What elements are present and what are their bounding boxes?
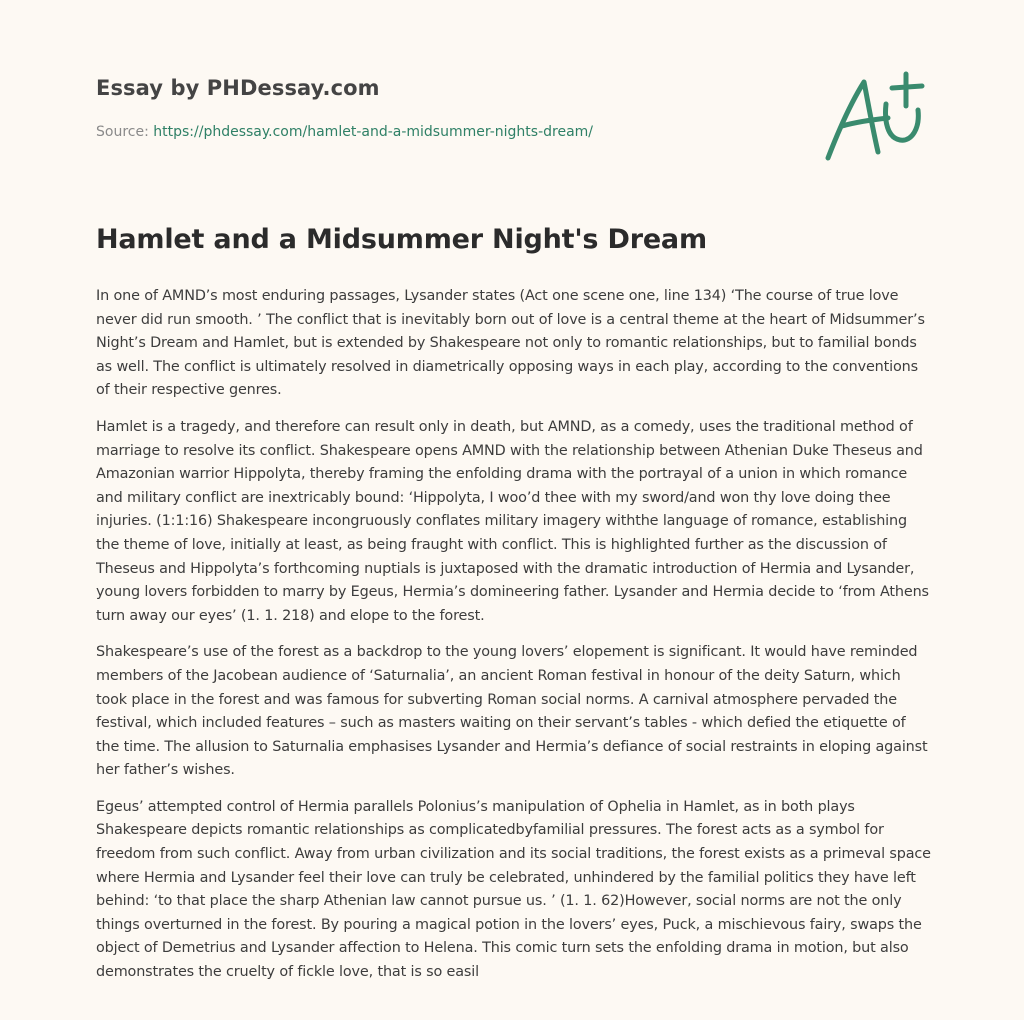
essay-paragraph: Egeus’ attempted control of Hermia parallels Polonius’s manipulation of Ophelia in Hamlet, as in both plays Shakespeare depicts romantic relationships as complicatedbyfamilial pressures. The forest acts as a symbol for freedom from such conflict. Away from urban civilization and its social traditions, the forest exists as a primeval space where Hermia and Lysander feel their love can truly be celebrated, unhindered by the familial politics they have left behind: ‘to that place the sharp Athenian law cannot pursue us. ’ (1. 1. 62)However, social norms are not the only things overturned in the forest. By pouring a magical potion in the lovers’ eyes, Puck, a mischievous fairy, swaps the object of Demetrius and Lysander affection to Helena. This comic turn sets the enfolding drama in motion, but also demonstrates the cruelty of fickle love, that is so easil — [96, 798, 931, 981]
source-line — [96, 124, 796, 140]
document-title: Hamlet and a Midsummer Night's Dream — [96, 224, 707, 255]
source-link[interactable]: https://phdessay.com/hamlet-and-a-midsummer-nights-dream/ — [153, 124, 594, 140]
essay-paragraph: In one of AMND’s most enduring passages, Lysander states (Act one scene one, line 134) ‘The course of true love never did run smooth. ’ The conflict that is inevitably born out of love is a central theme at the heart of Midsummer’s Night’s Dream and Hamlet, but is extended by Shakespeare not only to romantic relationships, but to familial bonds as well. The conflict is ultimately resolved in diametrically opposing ways in each play, according to the conventions of their respective genres. — [96, 288, 925, 399]
essay-paragraph: Hamlet is a tragedy, and therefore can result only in death, but AMND, as a comedy, uses the traditional method of marriage to resolve its conflict. Shakespeare opens AMND with the relationship between Athenian Duke Theseus and Amazonian warrior Hippolyta, thereby framing the enfolding drama with the portrayal of a union in which romance and military conflict are inextricably bound: ‘Hippolyta, I woo’d thee with my sword/and won thy love doing thee injuries. (1:1:16) Shakespeare incongruously conflates military imagery withthe language of romance, establishing the theme of love, initially at least, as being fraught with conflict. This is highlighted further as the discussion of Theseus and Hippolyta’s forthcoming nuptials is juxtaposed with the dramatic introduction of Hermia and Lysander, young lovers forbidden to marry by Egeus, Hermia’s domineering father. Lysander and Hermia decide to ‘from Athens turn away our eyes’ (1. 1. 218) and elope to the forest. — [96, 418, 929, 624]
page-header — [96, 76, 796, 140]
essay-body — [96, 285, 932, 1010]
source-label: Source: — [96, 124, 154, 140]
site-title: Essay by PHDessay.com — [96, 76, 380, 100]
a-plus-grade-icon — [820, 66, 930, 166]
essay-paragraph: Shakespeare’s use of the forest as a backdrop to the young lovers’ elopement is significant. It would have reminded members of the Jacobean audience of ‘Saturnalia’, an ancient Roman festival in honour of the deity Saturn, which took place in the forest and was famous for subverting Roman social norms. A carnival atmosphere pervaded the festival, which included features – such as masters waiting on their servant’s tables - which defied the etiquette of the time. The allusion to Saturnalia emphasises Lysander and Hermia’s defiance of social restraints in eloping against her father’s wishes. — [96, 644, 928, 779]
